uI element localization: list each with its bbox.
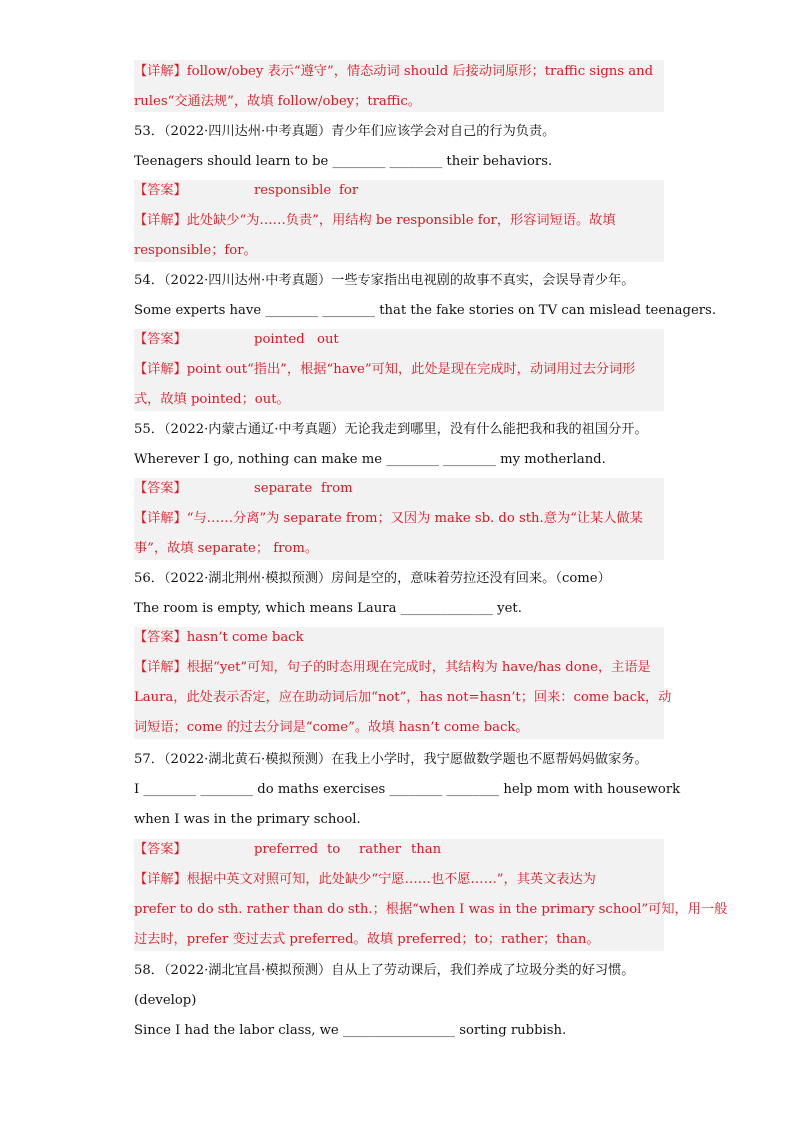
question-title-57: 57．（2022·湖北黄石·模拟预测）在我上小学时，我宁愿做数学题也不愿帮妈妈做家务。 [134, 752, 648, 767]
answer-word: responsible [254, 183, 332, 198]
detail-line: 【详解】根据中英文对照可知，此处缺少“宁愿……也不愿……”，其英文表达为 [134, 872, 596, 887]
question-hint-58: (develop) [134, 993, 197, 1008]
answer-word: from [321, 481, 353, 496]
question-sentence-58: Since I had the labor class, we _________________ sorting rubbish. [134, 1023, 567, 1038]
answer-line-57 [134, 840, 654, 860]
answer-word: than [411, 842, 442, 857]
answer-word: rather [359, 842, 402, 857]
question-title-56: 56．（2022·湖北荆州·模拟预测）房间是空的，意味着劳拉还没有回来。（come） [134, 571, 611, 586]
answer-line-56: 【答案】hasn’t come back [134, 630, 304, 645]
detail-line: 【详解】根据“yet”可知，句子的时态用现在完成时，其结构为 have/has done，主语是 [134, 660, 651, 675]
detail-line: 【详解】follow/obey 表示“遵守”，情态动词 should 后接动词原形；traffic signs and [134, 64, 654, 79]
detail-line: 【详解】“与……分离”为 separate from；又因为 make sb. do sth.意为“让某人做某 [134, 511, 643, 526]
detail-line: 式，故填 pointed；out。 [134, 392, 290, 407]
answer-line-54 [134, 330, 654, 350]
question-title-58: 58．（2022·湖北宜昌·模拟预测）自从上了劳动课后，我们养成了垃圾分类的好习惯。 [134, 963, 635, 978]
question-title-53: 53．（2022·四川达州·中考真题）青少年们应该学会对自己的行为负责。 [134, 124, 556, 139]
answer-label: 【答案】 [134, 183, 187, 198]
answer-word: for [339, 183, 359, 198]
answer-word: preferred [254, 842, 319, 857]
detail-line: 过去时，prefer 变过去式 preferred。故填 preferred；to；rather；than。 [134, 932, 600, 947]
detail-line: prefer to do sth. rather than do sth.；根据“when I was in the primary school”可知，用一般 [134, 902, 728, 917]
question-sentence-54: Some experts have ________ ________ that the fake stories on TV can mislead teenagers. [134, 303, 717, 318]
answer-word: pointed [254, 332, 305, 347]
question-sentence-56: The room is empty, which means Laura ______________ yet. [134, 601, 522, 616]
detail-line: rules“交通法规”，故填 follow/obey；traffic。 [134, 94, 421, 109]
answer-label: 【答案】 [134, 842, 187, 857]
question-sentence-57: I ________ ________ do maths exercises ________ ________ help mom with housework [134, 782, 681, 797]
answer-label: 【答案】 [134, 332, 187, 347]
answer-word: separate [254, 481, 313, 496]
question-title-55: 55．（2022·内蒙古通辽·中考真题）无论我走到哪里，没有什么能把我和我的祖国分开。 [134, 422, 648, 437]
answer-line-55 [134, 479, 654, 499]
question-sentence-55: Wherever I go, nothing can make me ________ ________ my motherland. [134, 452, 606, 467]
detail-line: Laura，此处表示否定，应在助动词后加“not”，has not=hasn’t；回来：come back，动 [134, 690, 672, 705]
answer-label: 【答案】 [134, 481, 187, 496]
detail-line: 词短语；come 的过去分词是“come”。故填 hasn’t come back。 [134, 720, 529, 735]
detail-line: 事”，故填 separate； from。 [134, 541, 319, 556]
question-sentence-53: Teenagers should learn to be ________ ________ their behaviors. [134, 154, 553, 169]
detail-line: 【详解】point out“指出”，根据“have”可知，此处是现在完成时，动词用过去分词形 [134, 362, 636, 377]
detail-line: 【详解】此处缺少“为……负责”，用结构 be responsible for，形容词短语。故填 [134, 213, 616, 228]
question-title-54: 54．（2022·四川达州·中考真题）一些专家指出电视剧的故事不真实，会误导青少年。 [134, 273, 635, 288]
detail-line: responsible；for。 [134, 243, 257, 258]
answer-word: out [317, 332, 339, 347]
answer-word: to [327, 842, 341, 857]
question-sentence-57: when I was in the primary school. [134, 812, 361, 827]
answer-line-53 [134, 181, 654, 201]
